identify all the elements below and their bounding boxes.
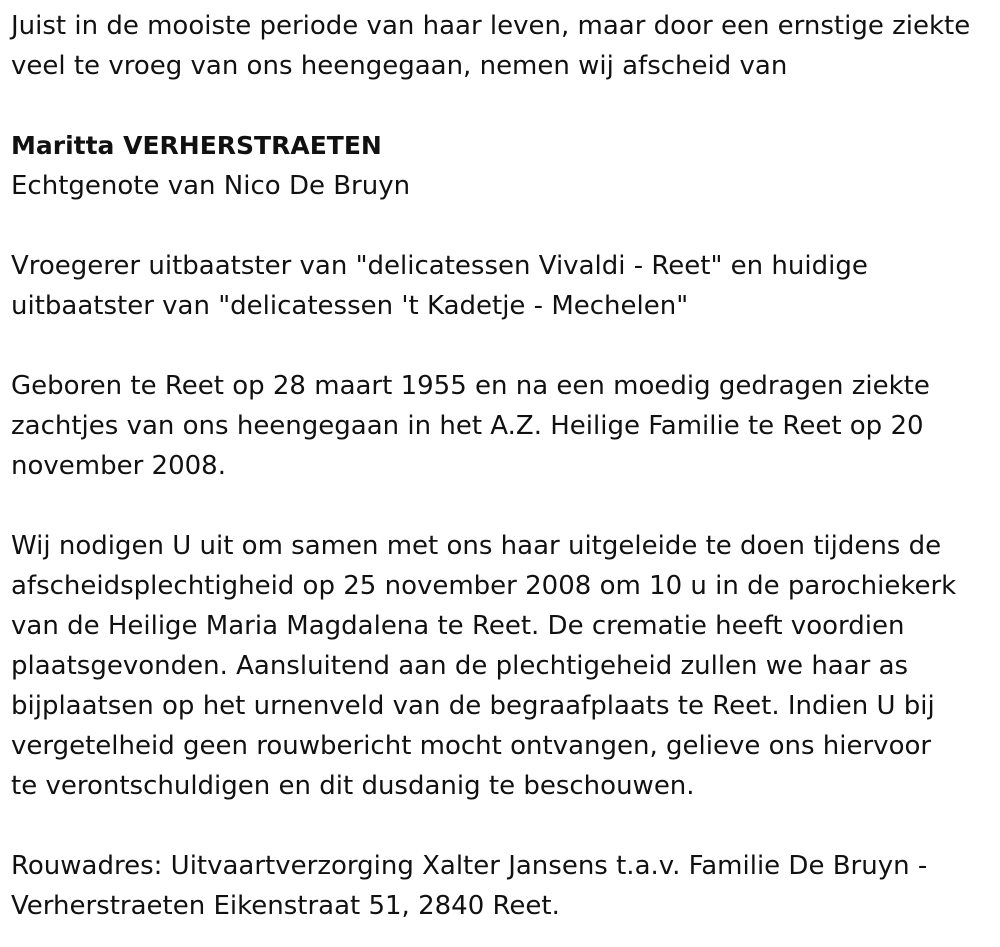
ceremony-line-7: te verontschuldigen en dit dusdanig te beschouwen.: [11, 771, 695, 801]
ceremony-line-2: afscheidsplechtigheid op 25 november 2008 om 10 u in de parochiekerk: [11, 571, 957, 601]
birth-death-line-1: Geboren te Reet op 28 maart 1955 en na een moedig gedragen ziekte: [11, 371, 930, 401]
ceremony-line-4: plaatsgevonden. Aansluitend aan de plechtigeheid zullen we haar as: [11, 651, 909, 681]
birth-death-line-2: zachtjes van ons heengegaan in het A.Z. Heilige Familie te Reet op 20: [11, 411, 924, 441]
occupation-line-1: Vroegerer uitbaatster van "delicatessen Vivaldi - Reet" en huidige: [11, 251, 868, 281]
spouse-line: Echtgenote van Nico De Bruyn: [11, 171, 411, 201]
obituary-text: [11, 6, 996, 926]
birth-death-line-3: november 2008.: [11, 451, 226, 481]
spacer: [11, 326, 996, 366]
spacer: [11, 806, 996, 846]
occupation-line-2: uitbaatster van "delicatessen 't Kadetje - Mechelen": [11, 291, 689, 321]
ceremony-line-6: vergetelheid geen rouwbericht mocht ontvangen, gelieve ons hiervoor: [11, 731, 932, 761]
ceremony-line-3: van de Heilige Maria Magdalena te Reet. De crematie heeft voordien: [11, 611, 905, 641]
spacer: [11, 86, 996, 126]
spacer: [11, 486, 996, 526]
address-line-1: Rouwadres: Uitvaartverzorging Xalter Jansens t.a.v. Familie De Bruyn -: [11, 851, 928, 881]
intro-line-1: Juist in de mooiste periode van haar leven, maar door een ernstige ziekte: [11, 11, 971, 41]
ceremony-line-5: bijplaatsen op het urnenveld van de begraafplaats te Reet. Indien U bij: [11, 691, 935, 721]
spacer: [11, 206, 996, 246]
deceased-name: Maritta VERHERSTRAETEN: [11, 131, 382, 160]
address-line-2: Verherstraeten Eikenstraat 51, 2840 Reet.: [11, 891, 560, 921]
ceremony-line-1: Wij nodigen U uit om samen met ons haar uitgeleide te doen tijdens de: [11, 531, 942, 561]
intro-line-2: veel te vroeg van ons heengegaan, nemen wij afscheid van: [11, 51, 788, 81]
